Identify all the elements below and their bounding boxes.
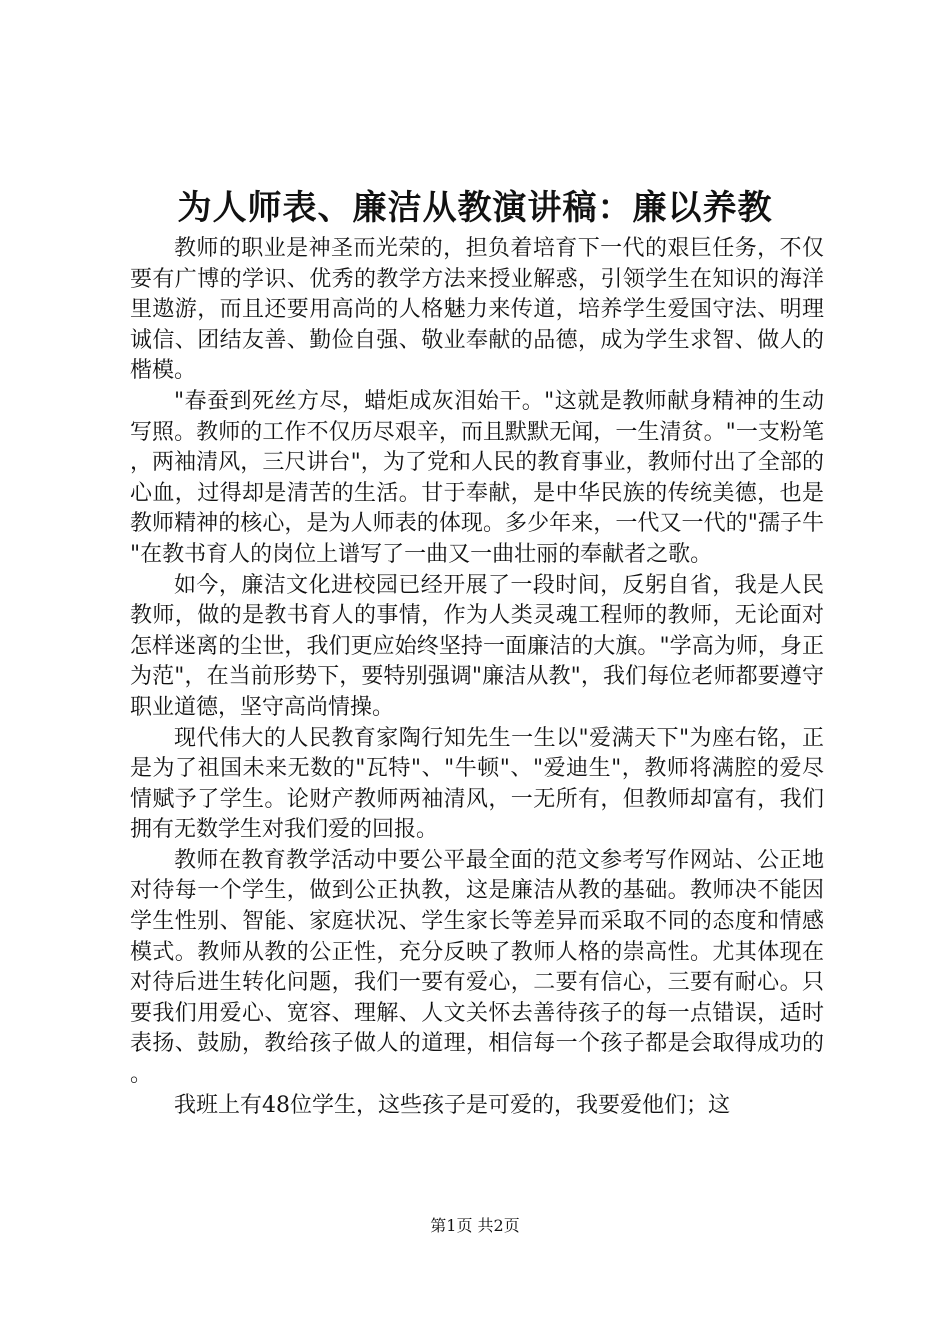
document-title: 为人师表、廉洁从教演讲稿：廉以养教: [177, 188, 773, 228]
paragraph-5: 教师在教育教学活动中要公平最全面的范文参考写作网站、公正地对待每一个学生，做到公正执教，这是廉洁从教的基础。教师决不能因学生性别、智能、家庭状况、学生家长等差异而采取不同的态度和情感模式。教师从教的公正性，充分反映了教师人格的崇高性。尤其体现在对待后进生转化问题，我们一要有爱心，二要有信心，三要有耐心。只要我们用爱心、宽容、理解、人文关怀去善待孩子的每一点错误，适时表扬、鼓励，教给孩子做人的道理，相信每一个孩子都是会取得成功的。: [130, 847, 824, 1088]
paragraph-6: 我班上有48位学生，这些孩子是可爱的，我要爱他们；这: [174, 1092, 730, 1118]
paragraph-1: 教师的职业是神圣而光荣的，担负着培育下一代的艰巨任务，不仅要有广博的学识、优秀的教学方法来授业解惑，引领学生在知识的海洋里遨游，而且还要用高尚的人格魅力来传道，培养学生爱国守法、明理诚信、团结友善、勤俭自强、敬业奉献的品德，成为学生求智、做人的楷模。: [130, 236, 824, 384]
page-footer: 第1页 共2页: [430, 1216, 520, 1235]
paragraph-3: 如今，廉洁文化进校园已经开展了一段时间，反躬自省，我是人民教师，做的是教书育人的事情，作为人类灵魂工程师的教师，无论面对怎样迷离的尘世，我们更应始终坚持一面廉洁的大旗。"学高为师，身正为范"，在当前形势下，要特别强调"廉洁从教"，我们每位老师都要遵守职业道德，坚守高尚情操。: [130, 572, 824, 720]
document-body: [130, 234, 824, 1121]
paragraph-2: "春蚕到死丝方尽，蜡炬成灰泪始干。"这就是教师献身精神的生动写照。教师的工作不仅历尽艰辛，而且默默无闻，一生清贫。"一支粉笔，两袖清风，三尺讲台"，为了党和人民的教育事业，教师付出了全部的心血，过得却是清苦的生活。甘于奉献，是中华民族的传统美德，也是教师精神的核心，是为人师表的体现。多少年来，一代又一代的"孺子牛"在教书育人的岗位上谱写了一曲又一曲壮丽的奉献者之歌。: [130, 388, 824, 567]
paragraph-4: 现代伟大的人民教育家陶行知先生一生以"爱满天下"为座右铭，正是为了祖国未来无数的"瓦特"、"牛顿"、"爱迪生"，教师将满腔的爱尽情赋予了学生。论财产教师两袖清风，一无所有，但教师却富有，我们拥有无数学生对我们爱的回报。: [130, 725, 824, 843]
